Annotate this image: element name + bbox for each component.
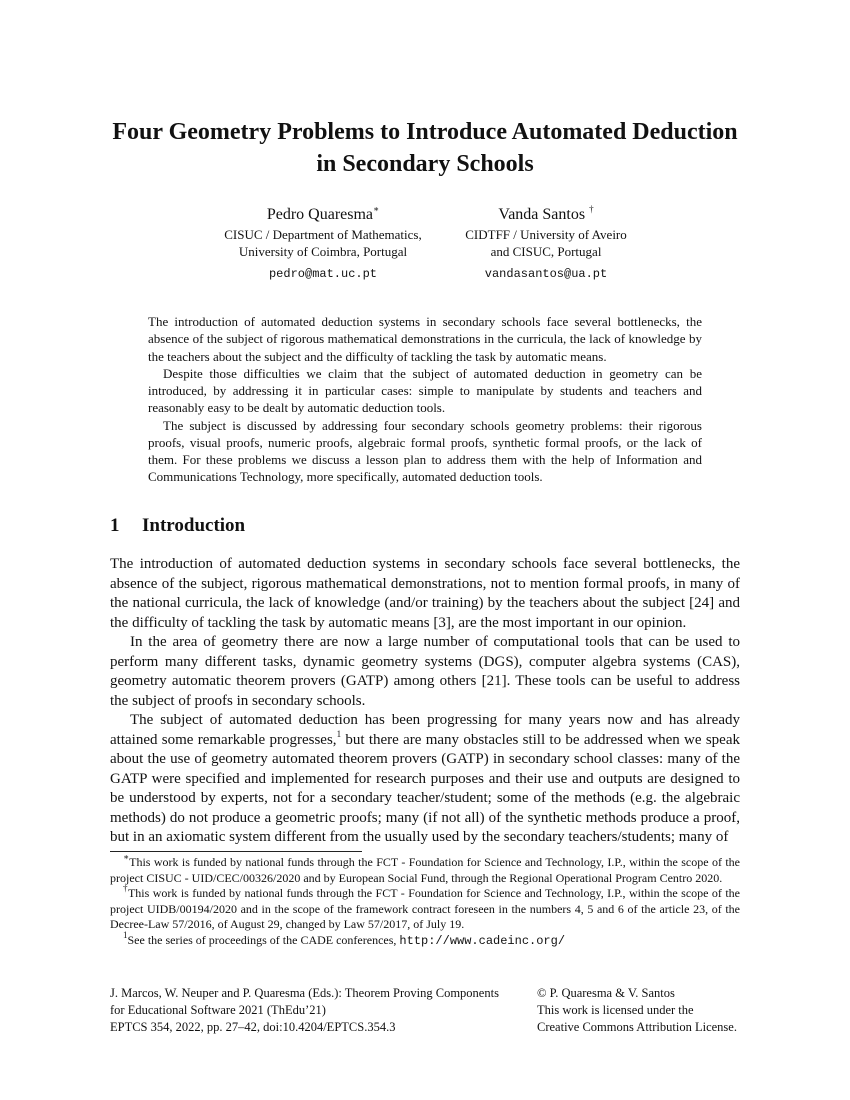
body-text <box>110 555 740 848</box>
author-footnote-mark[interactable]: † <box>589 203 594 214</box>
abstract <box>148 313 702 486</box>
author-name: Pedro Quaresma∗ <box>266 203 380 223</box>
abstract-paragraph: Despite those difficulties we claim that the subject of automated deduction in geometry can be introduced, by addressing it in particular cases: simple to manipulate by students and teachers and reasonably easy to be dealt by automatic deduction tools. <box>148 365 702 416</box>
author-email[interactable]: vandasantos@ua.pt <box>484 267 608 281</box>
footnote-ref[interactable]: 1 <box>336 728 342 739</box>
body-paragraph: The introduction of automated deduction systems in secondary schools face several bottlenecks, the absence of the subject, rigorous mathematical demonstrations, not to mention formal proofs, in many of the national curricula, the lack of knowledge (and/or training) by the teachers about the subject [24] and the difficulty of tackling the task by automatic means [3], are the most important in our opinion. <box>110 556 740 631</box>
footnote-url-link[interactable]: http://www.cadeinc.org/ <box>399 933 566 948</box>
footnote: $^1$See the series of proceedings of the CADE conferences, http://www.cadeinc.org/ <box>123 929 566 948</box>
footnote: ∗This work is funded by national funds through the FCT - Foundation for Science and Technology, I.P., within the scope of the project CISUC - UID/CEC/00326/2020 and by European Social Fund, through the Regional Operational Program Centro 2020. <box>110 852 740 885</box>
author-footnote-mark[interactable]: ∗ <box>373 203 380 214</box>
section-heading <box>110 515 245 537</box>
author-name: Vanda Santos † <box>498 203 594 223</box>
body-paragraph: In the area of geometry there are now a large number of computational tools that can be used to perform many different tasks, dynamic geometry systems (DGS), computer algebra systems (CAS), geometry automatic theorem provers (GATP) among others [21]. These tools can be useful to address the subject of proofs in secondary schools. <box>110 634 740 709</box>
title-line-2: in Secondary Schools <box>316 151 534 177</box>
abstract-paragraph: The subject is discussed by addressing four secondary schools geometry problems: their rigorous proofs, visual proofs, numeric proofs, algebraic formal proofs, synthetic formal proofs, or the lack of them. For these problems we discuss a lesson plan to address them with the help of Information and Communications Technology, more specifically, automated deduction tools. <box>148 417 702 485</box>
author-affiliation: University of Coimbra, Portugal <box>238 244 408 259</box>
footer-license: © P. Quaresma & V. Santos This work is licensed under the Creative Commons Attribution License. <box>537 986 737 1034</box>
abstract-paragraph: The introduction of automated deduction systems in secondary schools face several bottlenecks, the absence of the subject of rigorous mathematical demonstrations in the curricula, the lack of knowledge by the teachers about the subject and the difficulty of tackling the task by automatic means. <box>148 314 702 364</box>
footnote: †This work is funded by national funds through the FCT - Foundation for Science and Technology, I.P., within the scope of the project UIDB/00194/2020 and in the scope of the framework contract foreseen in the numbers 4, 5 and 6 of the article 23, of the Decree-Law 57/2016, of August 29, changed by Law 57/2017, of July 19. <box>110 883 741 931</box>
footnotes <box>110 852 741 949</box>
author-email[interactable]: pedro@mat.uc.pt <box>268 267 378 281</box>
paper-title <box>60 116 790 180</box>
footnote-divider <box>110 851 362 852</box>
author-affiliation: CISUC / Department of Mathematics, <box>224 227 422 242</box>
section-number: 1 <box>110 515 120 536</box>
body-paragraph: The subject of automated deduction has been progressing for many years now and has already attained some remarkable progresses,$^1$ but there are many obstacles still to be addressed when we speak about the use of geometry automated theorem provers (GATP) in secondary school classes: many of the GATP were specified and implemented for research purposes and their use and outputs are designed to be understood by experts, not for a secondary teacher/student; some of the methods (e.g. the algebraic methods) do not produce a geometric proofs; many (if not all) of the synthetic methods produce a proof, but in an axiomatic system different from the usually used by the secondary teachers/students; many of <box>110 712 740 845</box>
author-block-santos <box>446 204 646 283</box>
title-line-1: Four Geometry Problems to Introduce Automated Deduction <box>112 119 738 145</box>
section-title: Introduction <box>142 515 246 536</box>
author-block-quaresma <box>212 204 434 283</box>
footer-citation: J. Marcos, W. Neuper and P. Quaresma (Eds.): Theorem Proving Components for Educational Software 2021 (ThEdu’21) EPTCS 354, 2022, pp. 27–42, doi:10.4204/EPTCS.354.3 <box>110 986 499 1034</box>
author-affiliation: and CISUC, Portugal <box>490 244 602 259</box>
author-affiliation: CIDTFF / University of Aveiro <box>465 227 627 242</box>
